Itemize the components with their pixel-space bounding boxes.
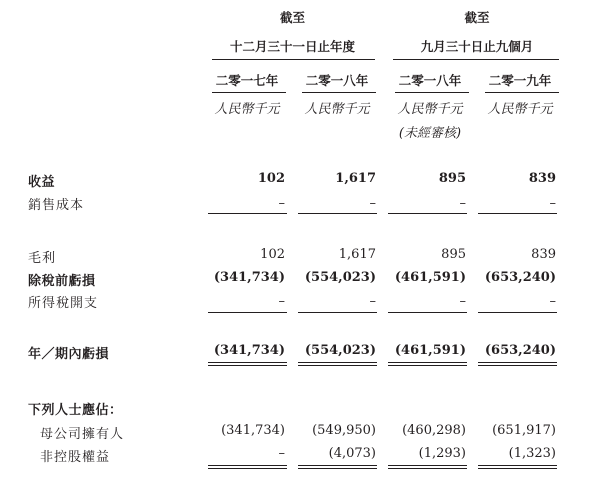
cell-gross-profit-2018-9m: 895 xyxy=(441,247,466,262)
double-rule-2a xyxy=(298,362,377,363)
double-rule-7b xyxy=(388,468,467,469)
unit-label-2: 人民幣千元 xyxy=(304,102,370,117)
cell-loss-for-period-2018: (554,023) xyxy=(304,343,376,358)
cell-loss-for-period-2019-9m: (653,240) xyxy=(484,343,556,358)
cell-nci-2017: – xyxy=(278,446,285,461)
row-label-loss-before-tax: 除稅前虧損 xyxy=(28,274,96,289)
column-header-2019-nine-months: 二零一九年 xyxy=(488,73,552,88)
row-label-gross-profit: 毛利 xyxy=(28,251,57,266)
cell-gross-profit-2019-9m: 839 xyxy=(531,247,556,262)
double-rule-5a xyxy=(208,465,287,466)
double-rule-1a xyxy=(208,362,287,363)
double-rule-2b xyxy=(298,365,377,366)
subtotal-rule-7 xyxy=(388,312,467,313)
unit-label-1: 人民幣千元 xyxy=(214,102,280,117)
cell-owners-of-parent-2019-9m: (651,917) xyxy=(492,423,556,438)
column-rule-2 xyxy=(302,92,376,93)
double-rule-6a xyxy=(298,465,377,466)
subtotal-rule-3 xyxy=(388,213,467,214)
double-rule-5b xyxy=(208,468,287,469)
cell-owners-of-parent-2017: (341,734) xyxy=(221,423,285,438)
column-header-2018-annual: 二零一八年 xyxy=(305,73,369,88)
cell-income-tax-2018-9m: – xyxy=(459,294,466,309)
cell-income-tax-2017: – xyxy=(278,294,285,309)
cell-loss-before-tax-2018: (554,023) xyxy=(304,270,376,285)
row-label-attributable-to: 下列人士應佔： xyxy=(28,403,123,418)
cell-owners-of-parent-2018: (549,950) xyxy=(312,423,376,438)
row-label-loss-for-period: 年／期內虧損 xyxy=(28,347,110,362)
row-label-owners-of-parent: 母公司擁有人 xyxy=(40,427,125,442)
double-rule-3b xyxy=(388,365,467,366)
cell-loss-for-period-2018-9m: (461,591) xyxy=(394,343,466,358)
column-header-2018-nine-months: 二零一八年 xyxy=(398,73,462,88)
cell-income-tax-2019-9m: – xyxy=(549,294,556,309)
cell-nci-2018-9m: (1,293) xyxy=(418,446,466,461)
cell-loss-before-tax-2019-9m: (653,240) xyxy=(484,270,556,285)
row-label-non-controlling-interests: 非控股權益 xyxy=(40,450,111,465)
cell-gross-profit-2017: 102 xyxy=(260,247,285,262)
cell-cost-of-sales-2019-9m: – xyxy=(549,196,556,211)
column-rule-1 xyxy=(212,92,286,93)
double-rule-1b xyxy=(208,365,287,366)
unit-label-4: 人民幣千元 xyxy=(487,102,553,117)
subtotal-rule-5 xyxy=(208,312,287,313)
row-label-income-tax: 所得稅開支 xyxy=(28,296,99,311)
cell-cost-of-sales-2017: – xyxy=(278,196,285,211)
cell-revenue-2018: 1,617 xyxy=(335,171,376,186)
subtotal-rule-1 xyxy=(208,213,287,214)
row-label-cost-of-sales: 銷售成本 xyxy=(28,198,85,213)
row-label-revenue: 收益 xyxy=(28,175,56,190)
cell-revenue-2018-9m: 895 xyxy=(438,171,466,186)
subtotal-rule-6 xyxy=(298,312,377,313)
cell-loss-for-period-2017: (341,734) xyxy=(213,343,285,358)
header-group2-rule xyxy=(393,59,559,60)
header-group1-top: 截至 xyxy=(279,10,305,25)
header-group1-rule xyxy=(212,59,375,60)
unaudited-label: (未經審核) xyxy=(398,126,462,141)
subtotal-rule-2 xyxy=(298,213,377,214)
subtotal-rule-8 xyxy=(478,312,557,313)
subtotal-rule-4 xyxy=(478,213,557,214)
double-rule-8b xyxy=(478,468,557,469)
cell-cost-of-sales-2018: – xyxy=(369,196,376,211)
cell-revenue-2019-9m: 839 xyxy=(528,171,556,186)
double-rule-4a xyxy=(478,362,557,363)
cell-gross-profit-2018: 1,617 xyxy=(338,247,376,262)
cell-loss-before-tax-2018-9m: (461,591) xyxy=(394,270,466,285)
cell-nci-2018: (4,073) xyxy=(328,446,376,461)
double-rule-8a xyxy=(478,465,557,466)
double-rule-7a xyxy=(388,465,467,466)
header-group1-bottom: 十二月三十一日止年度 xyxy=(229,39,355,54)
cell-revenue-2017: 102 xyxy=(257,171,285,186)
cell-income-tax-2018: – xyxy=(369,294,376,309)
header-group2-top: 截至 xyxy=(464,10,490,25)
cell-nci-2019-9m: (1,323) xyxy=(508,446,556,461)
header-group2-bottom: 九月三十日止九個月 xyxy=(420,39,534,54)
column-rule-4 xyxy=(485,92,559,93)
column-rule-3 xyxy=(395,92,469,93)
column-header-2017: 二零一七年 xyxy=(215,73,279,88)
double-rule-6b xyxy=(298,468,377,469)
cell-loss-before-tax-2017: (341,734) xyxy=(213,270,285,285)
unit-label-3: 人民幣千元 xyxy=(397,102,463,117)
double-rule-3a xyxy=(388,362,467,363)
cell-owners-of-parent-2018-9m: (460,298) xyxy=(402,423,466,438)
cell-cost-of-sales-2018-9m: – xyxy=(459,196,466,211)
double-rule-4b xyxy=(478,365,557,366)
